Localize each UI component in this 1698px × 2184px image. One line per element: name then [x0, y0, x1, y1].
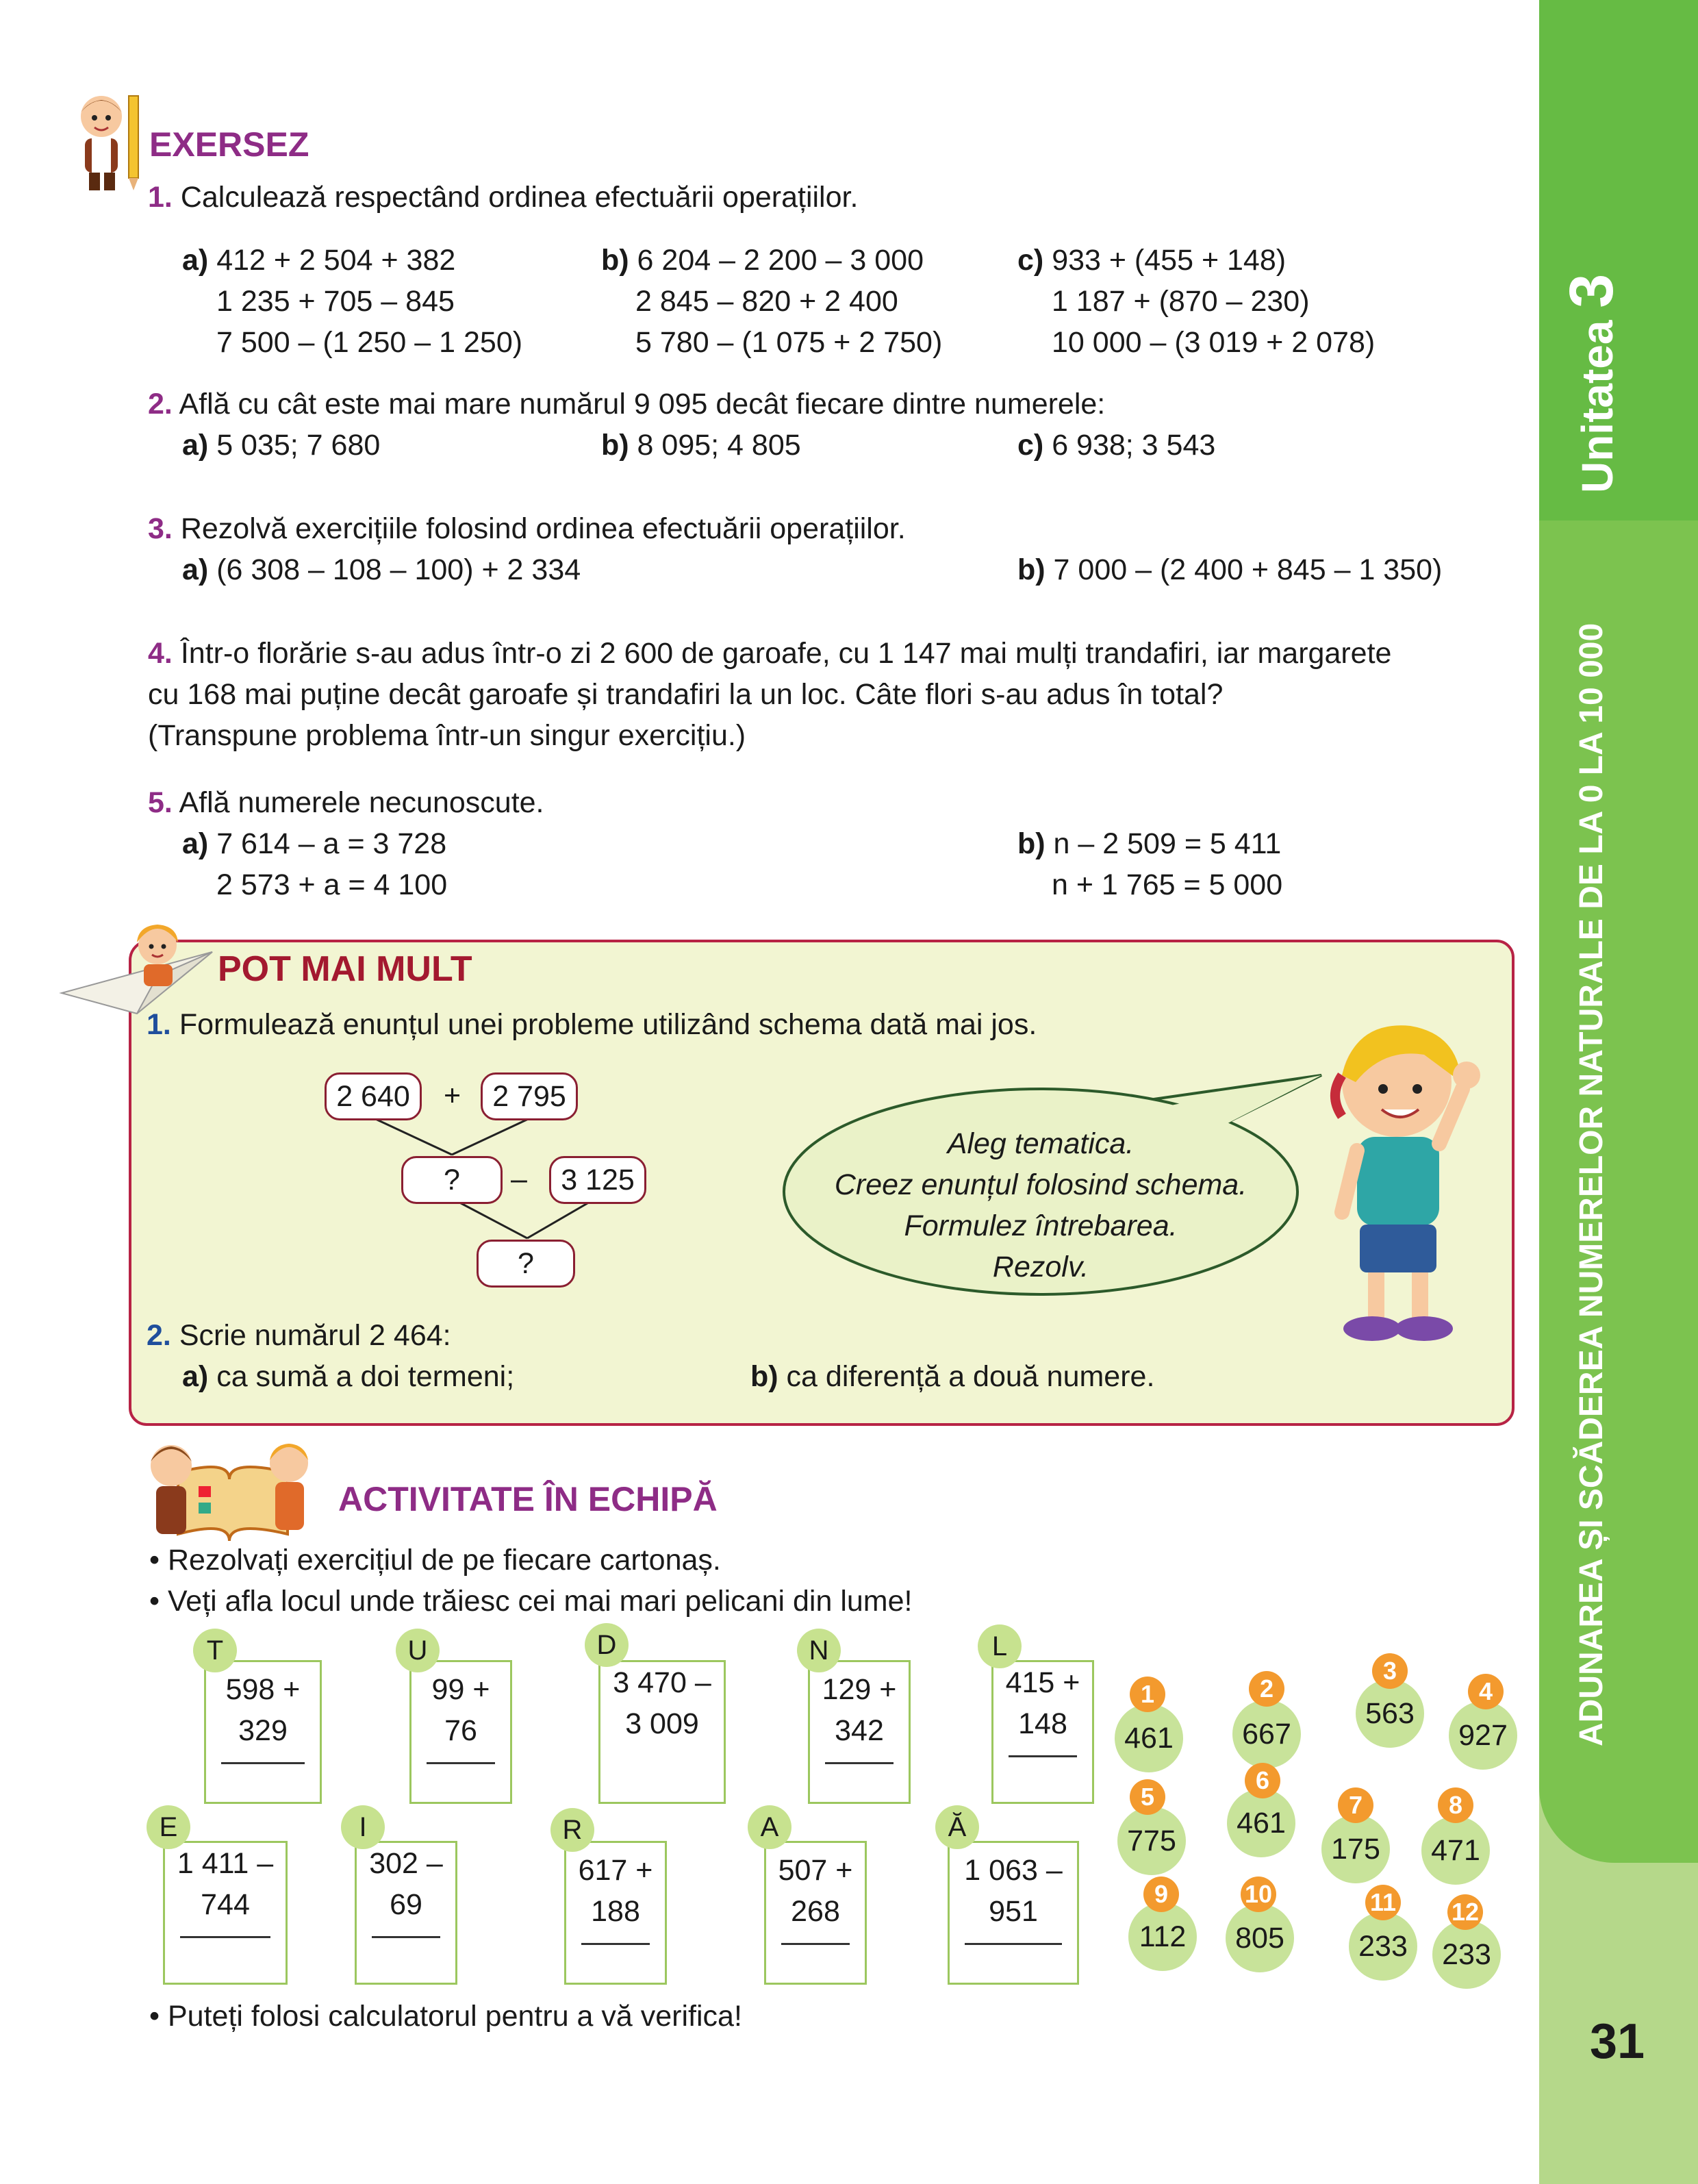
answer-6: 461: [1227, 1789, 1295, 1857]
card-letter-l: L: [978, 1624, 1022, 1668]
unit-label: Unitatea 3: [1558, 273, 1626, 493]
answer-index-9: 9: [1143, 1877, 1179, 1912]
answer-index-4: 4: [1468, 1674, 1504, 1709]
card-a-breve: 1 063 – 951: [948, 1841, 1079, 1985]
ex1-col-b: b) 6 204 – 2 200 – 3 000 2 845 – 820 + 2 400 5 780 – (1 075 + 2 750): [601, 244, 943, 359]
scheme-unknown-2: ?: [477, 1240, 575, 1288]
card-letter-a: A: [748, 1805, 791, 1849]
scheme-term-2: 2 795: [481, 1072, 578, 1120]
ex1-col-c: c) 933 + (455 + 148) 1 187 + (870 – 230) 10 000 – (3 019 + 2 078): [1017, 244, 1376, 359]
scheme-unknown-1: ?: [401, 1156, 503, 1204]
ex2-a: a) 5 035; 7 680: [182, 429, 381, 462]
card-e: 1 411 – 744: [163, 1841, 288, 1985]
answer-index-3: 3: [1372, 1653, 1408, 1689]
card-d: 3 470 – 3 009: [598, 1660, 726, 1804]
ex3-b: b) 7 000 – (2 400 + 845 – 1 350): [1017, 553, 1443, 586]
answer-index-2: 2: [1249, 1671, 1284, 1707]
card-l: 415 + 148: [991, 1660, 1094, 1804]
card-letter-i: I: [341, 1805, 385, 1849]
answer-index-5: 5: [1130, 1779, 1165, 1815]
pot-mai-mult-title: POT MAI MULT: [218, 949, 472, 989]
answer-1: 461: [1115, 1704, 1183, 1772]
card-letter-e: E: [147, 1805, 190, 1849]
activitate-bullet-2: • Veți afla locul unde trăiesc cei mai mari pelicani din lume!: [149, 1585, 913, 1618]
answer-index-7: 7: [1338, 1787, 1373, 1823]
ex2-c: c) 6 938; 3 543: [1017, 429, 1216, 462]
answer-8: 471: [1421, 1816, 1490, 1885]
card-t: 598 + 329: [204, 1660, 322, 1804]
answer-index-6: 6: [1245, 1763, 1280, 1798]
answer-4: 927: [1449, 1701, 1517, 1770]
speech-bubble-text: Aleg tematica. Creez enunțul folosind schema. Formulez întrebarea. Rezolv.: [834, 1127, 1247, 1283]
card-i: 302 – 69: [355, 1841, 457, 1985]
scheme-minus: –: [511, 1163, 527, 1196]
answer-index-12: 12: [1447, 1894, 1483, 1930]
activitate-title: ACTIVITATE ÎN ECHIPĂ: [338, 1480, 718, 1518]
ex2-b: b) 8 095; 4 805: [601, 429, 801, 462]
answer-9: 112: [1128, 1903, 1197, 1971]
answer-12: 233: [1432, 1920, 1501, 1989]
children-book-illustration: [144, 1431, 315, 1541]
answer-index-11: 11: [1365, 1885, 1401, 1920]
card-u: 99 + 76: [409, 1660, 512, 1804]
card-letter-n: N: [797, 1629, 841, 1672]
card-r: 617 + 188: [564, 1841, 667, 1985]
ex1-col-a: a) 412 + 2 504 + 382 1 235 + 705 – 845 7 500 – (1 250 – 1 250): [182, 244, 523, 359]
card-letter-u: U: [396, 1629, 440, 1672]
answer-index-10: 10: [1241, 1877, 1276, 1912]
answer-5: 775: [1117, 1807, 1186, 1875]
ex4-statement: 4. Într-o florărie s-au adus într-o zi 2 600 de garoafe, cu 1 147 mai mulți trandafiri, iar margarete cu 168 mai puține decât garoafe și trandafiri la un loc. Câte flori s-au adus în total? (Transpune problema într-un singur exercițiu.): [148, 637, 1392, 752]
ex1-statement: 1. Calculează respectând ordinea efectuării operațiilor.: [148, 181, 859, 214]
boy-pencil-illustration: [66, 89, 148, 192]
activitate-footer: • Puteți folosi calculatorul pentru a vă verifica!: [149, 2000, 742, 2033]
activitate-bullet-1: • Rezolvați exercițiul de pe fiecare cartonaș.: [149, 1544, 721, 1577]
answer-index-8: 8: [1438, 1787, 1473, 1823]
card-letter-d: D: [585, 1623, 629, 1667]
card-n: 129 + 342: [808, 1660, 911, 1804]
scheme-plus: +: [444, 1079, 461, 1112]
chapter-tab: [1539, 520, 1698, 1863]
card-letter-t: T: [193, 1629, 237, 1672]
ex5-statement: 5. Află numerele necunoscute.: [148, 786, 544, 819]
page-number: 31: [1589, 2014, 1645, 2069]
card-a: 507 + 268: [764, 1841, 867, 1985]
waving-boy-illustration: [1315, 1007, 1486, 1349]
answer-7: 175: [1321, 1815, 1390, 1883]
ex2-statement: 2. Află cu cât este mai mare numărul 9 095 decât fiecare dintre numerele:: [148, 388, 1106, 421]
chapter-title: ADUNAREA ȘI SCĂDEREA NUMERELOR NATURALE DE LA 0 LA 10 000: [1573, 623, 1610, 1746]
answer-11: 233: [1349, 1912, 1417, 1981]
ex5-b: b) n – 2 509 = 5 411 n + 1 765 = 5 000: [1017, 827, 1283, 901]
answer-2: 667: [1232, 1700, 1301, 1768]
scheme-term-1: 2 640: [325, 1072, 422, 1120]
exersez-title: EXERSEZ: [149, 125, 309, 164]
ex5-a: a) 7 614 – a = 3 728 2 573 + a = 4 100: [182, 827, 448, 901]
ex3-a: a) (6 308 – 108 – 100) + 2 334: [182, 553, 581, 586]
pmm-ex2-a: a) ca sumă a doi termeni;: [182, 1360, 515, 1393]
answer-3: 563: [1356, 1679, 1424, 1748]
answer-index-1: 1: [1130, 1677, 1165, 1712]
pmm-ex1-statement: 1. Formulează enunțul unei probleme utilizând schema dată mai jos.: [147, 1008, 1037, 1041]
pmm-ex2-statement: 2. Scrie numărul 2 464:: [147, 1319, 451, 1352]
scheme-term-3: 3 125: [549, 1156, 646, 1204]
ex3-statement: 3. Rezolvă exercițiile folosind ordinea efectuării operațiilor.: [148, 512, 906, 545]
pmm-ex2-b: b) ca diferență a două numere.: [750, 1360, 1155, 1393]
card-letter-r: R: [550, 1808, 594, 1852]
answer-10: 805: [1226, 1904, 1294, 1972]
card-letter-a-breve: Ă: [935, 1805, 979, 1849]
